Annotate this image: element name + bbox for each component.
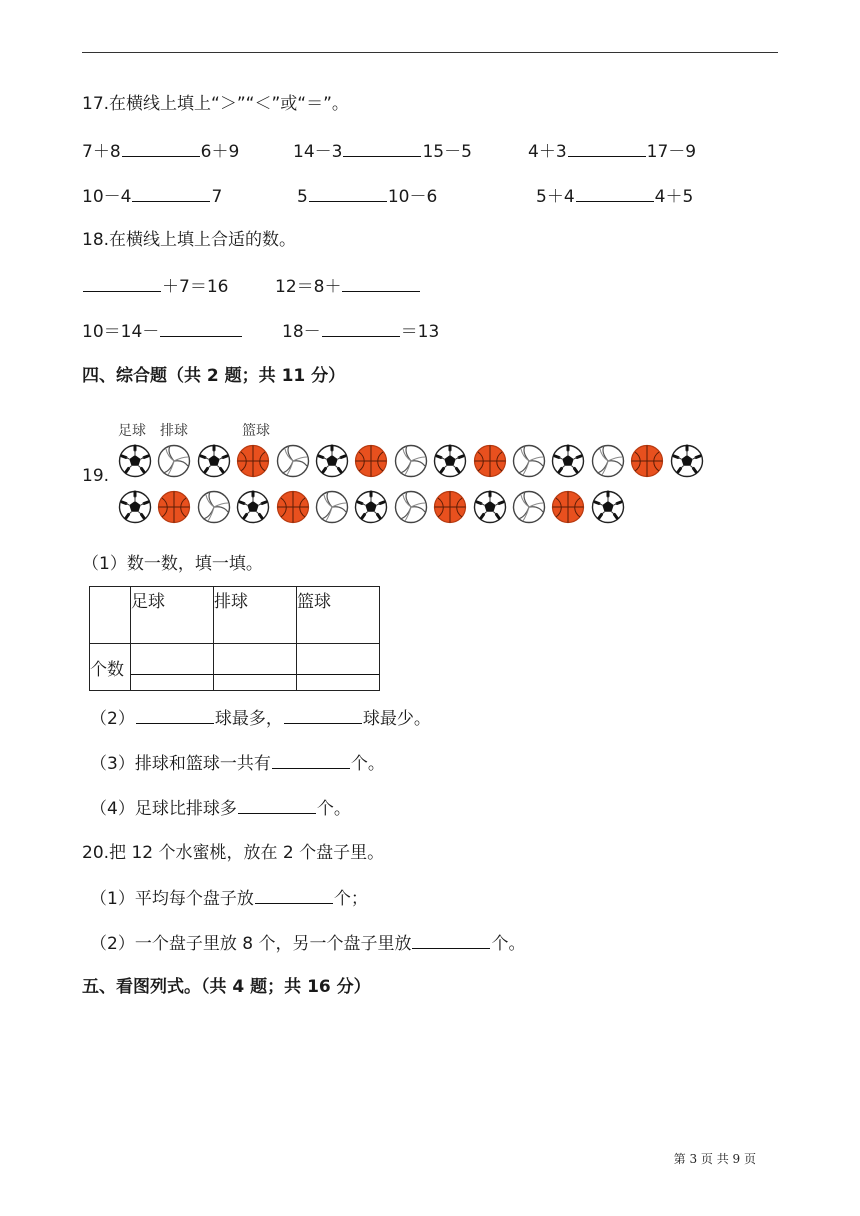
soccer-ball-icon [236,490,270,524]
page-footer: 第 3 页 共 9 页 [673,1152,756,1166]
volleyball-ball-icon [591,444,625,478]
q17-item: 10－4 7 [82,187,223,207]
row-label: 个数 [90,644,131,691]
basketball-ball-icon [354,444,388,478]
answer-blank[interactable] [284,707,362,724]
answer-blank[interactable] [568,140,646,157]
soccer-ball-icon [473,490,507,524]
volleyball-ball-icon [394,444,428,478]
answer-blank[interactable] [136,707,214,724]
table-corner [90,587,131,644]
count-cell-soccer[interactable] [131,644,214,691]
answer-blank[interactable] [343,140,421,157]
answer-blank[interactable] [342,275,420,292]
q17-item: 7＋8 6＋9 [82,142,240,162]
soccer-ball-icon [315,444,349,478]
q17-title: 17.在横线上填上“＞”“＜”或“＝”。 [82,94,349,114]
q18-title: 18.在横线上填上合适的数。 [82,230,297,250]
header-basketball: 篮球 [297,587,380,644]
soccer-ball-icon [551,444,585,478]
answer-blank[interactable] [132,185,210,202]
volleyball-ball-icon [512,444,546,478]
header-rule [82,52,778,53]
volleyball-ball-icon [394,490,428,524]
q18-item: 18－ ＝13 [282,322,440,342]
answer-blank[interactable] [322,320,400,337]
basketball-ball-icon [433,490,467,524]
soccer-ball-icon [591,490,625,524]
soccer-ball-icon [197,444,231,478]
volleyball-ball-icon [315,490,349,524]
count-cell-basketball[interactable] [297,644,380,691]
count-table [89,586,380,691]
header-volleyball: 排球 [214,587,297,644]
answer-blank[interactable] [272,752,350,769]
basketball-ball-icon [551,490,585,524]
q20-sub2: （2）一个盘子里放 8 个，另一个盘子里放 个。 [90,934,526,954]
soccer-ball-icon [670,444,704,478]
label-soccer: 足球 [118,423,146,439]
volleyball-ball-icon [197,490,231,524]
basketball-ball-icon [157,490,191,524]
basketball-ball-icon [236,444,270,478]
count-cell-volleyball[interactable] [214,644,297,691]
q19-sub2: （2） 球最多， 球最少。 [90,709,431,729]
soccer-ball-icon [118,444,152,478]
volleyball-ball-icon [276,444,310,478]
q17-item: 14－3 15－5 [293,142,472,162]
q18-item: 10＝14－ [82,320,243,343]
q18-item: 12＝8＋ [275,275,421,298]
q19-number: 19. [82,466,110,486]
section-heading: 五、看图列式。（共 4 题；共 16 分） [82,977,371,997]
answer-blank[interactable] [122,140,200,157]
q18-item: ＋7＝16 [82,275,228,298]
answer-blank[interactable] [83,275,161,292]
label-basketball: 篮球 [242,423,270,439]
answer-blank[interactable] [309,185,387,202]
q17-item: 4＋3 17－9 [528,142,697,162]
q19-sub1: （1）数一数，填一填。 [82,554,263,574]
soccer-ball-icon [118,490,152,524]
soccer-ball-icon [354,490,388,524]
basketball-ball-icon [473,444,507,478]
soccer-ball-icon [433,444,467,478]
q17-item: 5 10－6 [297,187,438,207]
section-heading: 四、综合题（共 2 题；共 11 分） [82,366,346,386]
answer-blank[interactable] [255,887,333,904]
answer-blank[interactable] [238,797,316,814]
label-volleyball: 排球 [160,423,188,439]
basketball-ball-icon [276,490,310,524]
answer-blank[interactable] [160,320,242,337]
volleyball-ball-icon [157,444,191,478]
basketball-ball-icon [630,444,664,478]
answer-blank[interactable] [412,932,490,949]
q17-item: 5＋4 4＋5 [536,187,694,207]
volleyball-ball-icon [512,490,546,524]
answer-blank[interactable] [576,185,654,202]
q20-title: 20.把 12 个水蜜桃，放在 2 个盘子里。 [82,843,385,863]
q19-sub3: （3）排球和篮球一共有 个。 [90,754,385,774]
q20-sub1: （1）平均每个盘子放 个； [90,889,368,909]
header-soccer: 足球 [131,587,214,644]
q19-sub4: （4）足球比排球多 个。 [90,799,351,819]
